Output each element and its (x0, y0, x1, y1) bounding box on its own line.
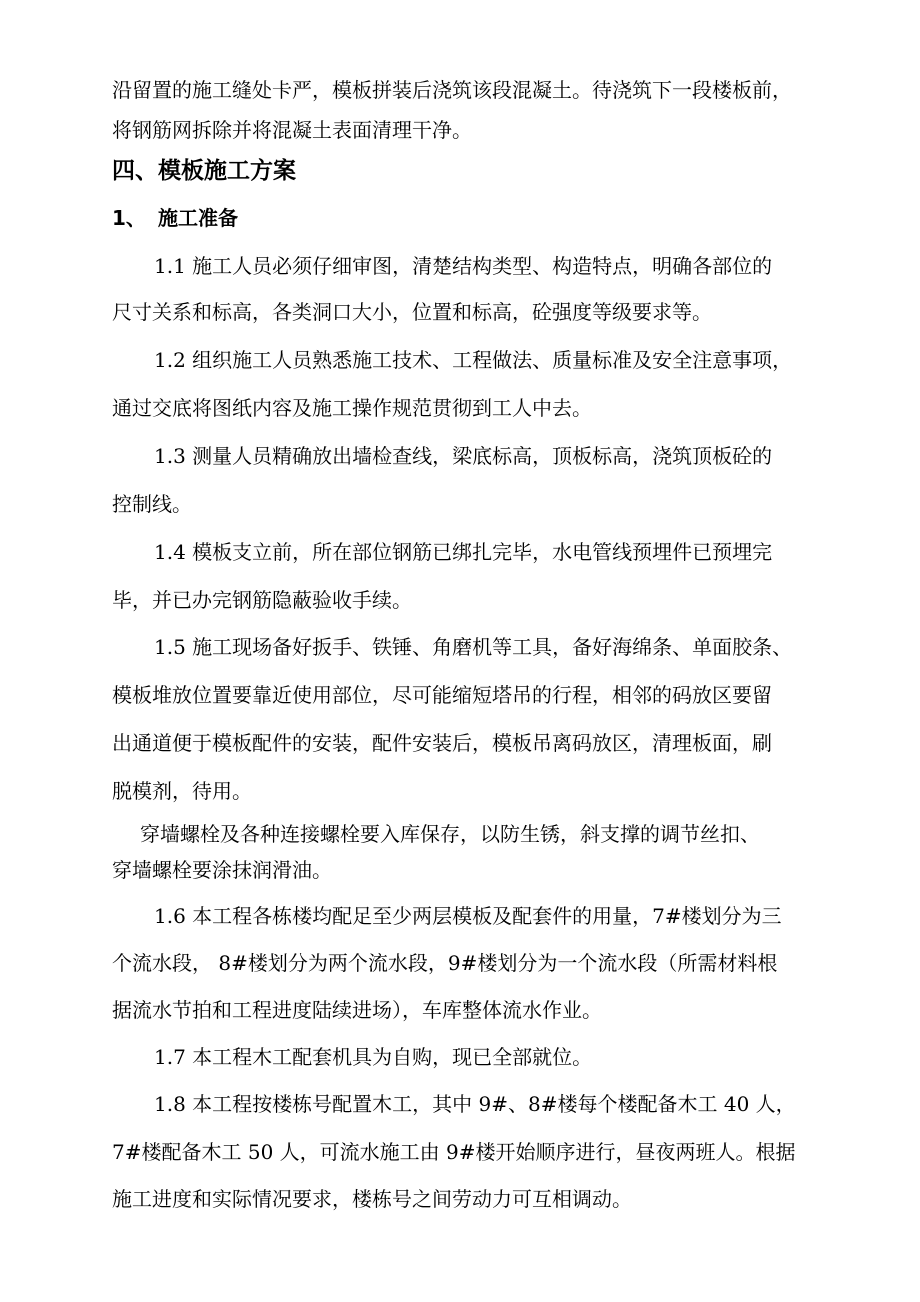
paragraph-1-6-line-1: 1.6 本工程各栋楼均配足至少两层模板及配套件的用量，7#楼划分为三 (154, 904, 782, 928)
paragraph-bolts-line-1: 穿墙螺栓及各种连接螺栓要入库保存，以防生锈，斜支撑的调节丝扣、 (140, 822, 760, 846)
paragraph-1-3-line-1: 1.3 测量人员精确放出墙检查线，梁底标高，顶板标高，浇筑顶板砼的 (154, 444, 773, 468)
paragraph-1-8-line-3: 施工进度和实际情况要求，楼栋号之间劳动力可互相调动。 (112, 1187, 632, 1211)
paragraph-1-7-line-1: 1.7 本工程木工配套机具为自购，现已全部就位。 (154, 1045, 593, 1069)
paragraph-1-1-line-2: 尺寸关系和标高，各类洞口大小，位置和标高，砼强度等级要求等。 (112, 300, 712, 324)
intro-line-1: 沿留置的施工缝处卡严，模板拼装后浇筑该段混凝土。待浇筑下一段楼板前， (112, 78, 792, 102)
paragraph-bolts-line-2: 穿墙螺栓要涂抹润滑油。 (112, 858, 332, 882)
paragraph-1-8-line-1: 1.8 本工程按楼栋号配置木工，其中 9#、8#楼每个楼配备木工 40 人， (154, 1092, 796, 1116)
paragraph-1-5-line-1: 1.5 施工现场备好扳手、铁锤、角磨机等工具，备好海绵条、单面胶条、 (154, 635, 793, 659)
paragraph-1-4-line-1: 1.4 模板支立前，所在部位钢筋已绑扎完毕，水电管线预埋件已预埋完 (154, 540, 773, 564)
paragraph-1-8-line-2: 7#楼配备木工 50 人，可流水施工由 9#楼开始顺序进行，昼夜两班人。根据 (112, 1140, 796, 1164)
subsection-number: 1、 (112, 206, 146, 230)
subsection-heading (112, 202, 238, 231)
paragraph-1-5-line-2: 模板堆放位置要靠近使用部位，尽可能缩短塔吊的行程，相邻的码放区要留 (112, 683, 772, 707)
paragraph-1-5-line-4: 脱模剂，待用。 (112, 779, 252, 803)
subsection-title: 施工准备 (158, 206, 238, 230)
paragraph-1-4-line-2: 毕，并已办完钢筋隐蔽验收手续。 (112, 588, 412, 612)
paragraph-1-6-line-3: 据流水节拍和工程进度陆续进场），车库整体流水作业。 (112, 998, 602, 1022)
paragraph-1-3-line-2: 控制线。 (112, 492, 192, 516)
paragraph-1-5-line-3: 出通道便于模板配件的安装，配件安装后，模板吊离码放区，清理板面，刷 (112, 731, 772, 755)
paragraph-1-1-line-1: 1.1 施工人员必须仔细审图，清楚结构类型、构造特点，明确各部位的 (154, 254, 773, 278)
paragraph-1-2-line-1: 1.2 组织施工人员熟悉施工技术、工程做法、质量标准及安全注意事项， (154, 348, 793, 372)
section-title: 四、模板施工方案 (112, 158, 296, 184)
paragraph-1-6-line-2: 个流水段， 8#楼划分为两个流水段，9#楼划分为一个流水段（所需材料根 (112, 951, 778, 975)
intro-line-2: 将钢筋网拆除并将混凝土表面清理干净。 (112, 118, 472, 142)
paragraph-1-2-line-2: 通过交底将图纸内容及施工操作规范贯彻到工人中去。 (112, 396, 592, 420)
